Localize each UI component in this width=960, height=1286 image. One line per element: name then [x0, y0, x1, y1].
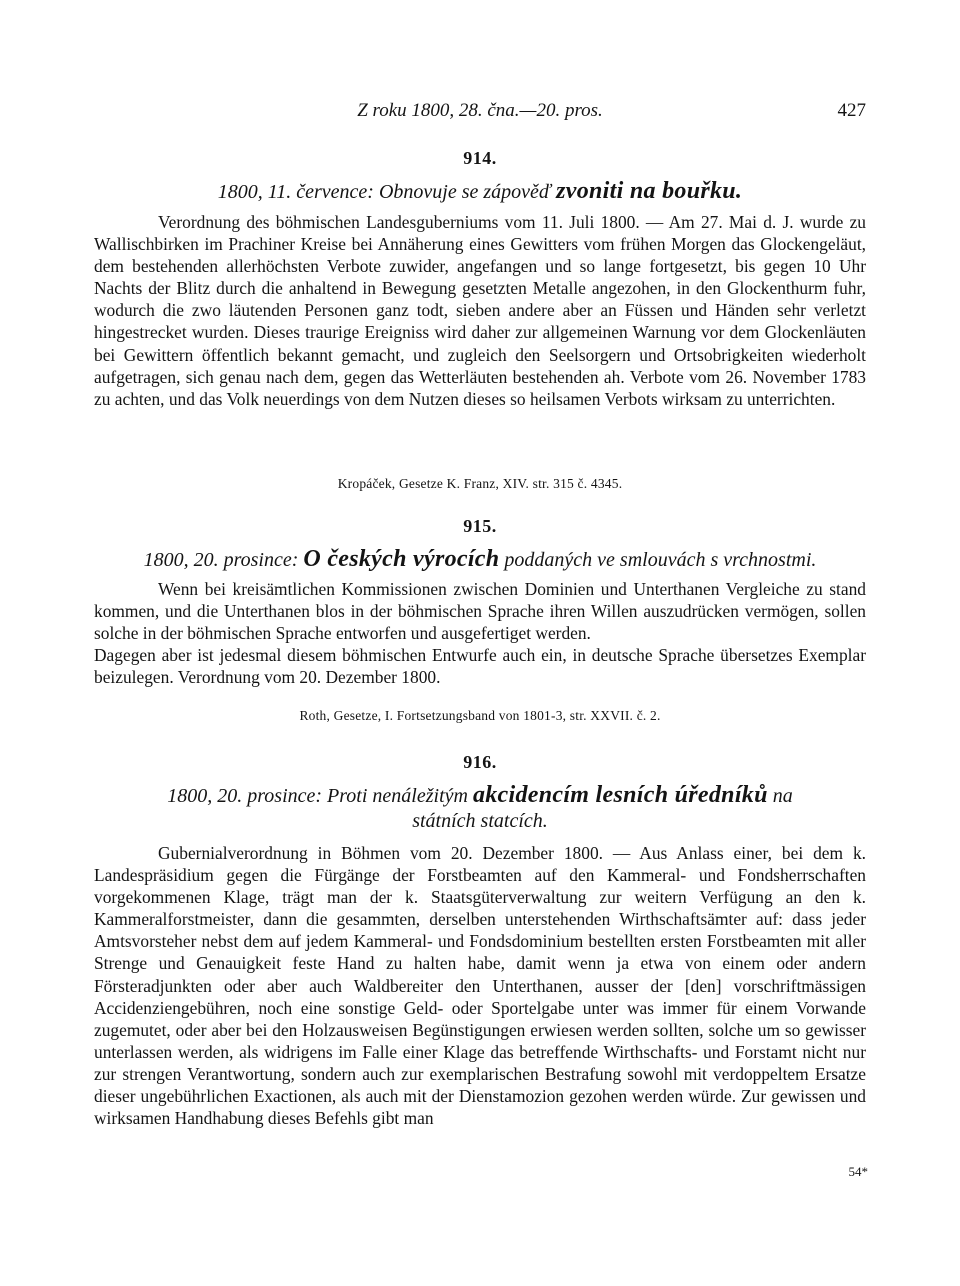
entry-heading-subject: akcidencím lesních úředníků: [472, 782, 768, 808]
entry-number: 915.: [463, 516, 497, 536]
entry-number: 916.: [463, 752, 497, 772]
entry-heading-line2: [94, 808, 866, 834]
entry-heading-subject: zvoniti na bouřku.: [556, 178, 743, 204]
signature-mark: 54*: [848, 1164, 868, 1179]
entry-body: [94, 842, 866, 1129]
running-head: [94, 100, 866, 126]
entry-paragraph: Wenn bei kreisämtlichen Kommissionen zwischen Dominien und Unterthanen Vergleiche zu stand kommen, und die Unterthanen blos in der böhmischen Sprache ihren Willen auszudrücken vermögen, sollen solche in der böhmischen Sprache entworfen und ausgefertiget werden.: [94, 579, 866, 644]
entry-paragraph: Gubernialverordnung in Böhmen vom 20. Dezember 1800. — Aus Anlass einer, bei dem k. Landespräsidium gegen die Fürgänge der Forstbeamten auf den Kammeral- und Fondsherrschaften vorgekommenen Klage, trägt man der k. Staatsgüterverwaltung zur weitern Verfügung an den k. Kammeralforstmeister, dann die gesammten, derselben unterstehenden Wirthschaftsämter auf: dass jeder Amtsvorsteher nebst dem auf jedem Kammeral- und Fondsdominium bestellten ersten Forstbeamten mit aller Strenge und Genauigkeit feste Hand zu halten habe, damit wenn ja etwa von einem oder andern Försteradjunkten oder aber auch Waldbereiter den Unterthanen, ausser der [den] vorschriftmässigen Accidenziengebühren, noch eine sonstige Geld- oder Sportelgabe unter was immer für einem Vorwande zugemutet, oder aber bei den Holzausweisen Begünstigungen erwiesen werden sollten, solche um so gewisser unterlassen werden, als widrigens im Falle einer Klage das betreffende Wirthschafts- und Forstamt nicht nur zur strengen Verantwortung, sondern auch zur exemplarischen Bestrafung sowohl mit verdoppeltem Ersatze dieser ungebührlichen Exactionen, als auch mit der Dienstamozion gezohen werden würde. Zur gewissen und wirksamen Handhabung dieses Befehls gibt man: [94, 843, 866, 1129]
entry-heading-continuation: státních statcích.: [412, 810, 548, 832]
page-number: 427: [837, 100, 866, 121]
entry-heading-date: 1800, 11. července:: [217, 181, 374, 203]
running-title: Z roku 1800, 28. čna.—20. pros.: [357, 100, 603, 121]
entry-heading-tail: na: [772, 785, 793, 807]
entry-heading-date: 1800, 20. prosince:: [167, 785, 323, 807]
entry-heading-text: Proti nenáležitým: [327, 785, 468, 807]
entry-heading-subject: O českých výrocích: [303, 546, 500, 572]
entry-body: [94, 578, 866, 688]
entry-heading: [94, 178, 866, 205]
entry-body: [94, 211, 866, 410]
entry-heading-text: Obnovuje se zápověď: [378, 181, 552, 203]
entry-number: 914.: [463, 148, 497, 168]
entry-paragraph: Verordnung des böhmischen Landesguberniums vom 11. Juli 1800. — Am 27. Mai d. J. wurde zu Wallischbirken im Prachiner Kreise bei Annäherung eines Gewitters vom frühen Morgen das Glockengeläut, dem bestehenden allerhöchsten Verbote zuwider, angefangen und so lange fortgesetzt, bis gegen 10 Uhr Nachts der Blitz durch die anhaltend in Bewegung gesetzten Metalle angezohen, in den Glockenthurm fuhr, wodurch die zwo läutenden Personen ganz todt, sieben andere aber an Füssen und Händen sehr verletzt hingestrecket wurden. Dieses traurige Ereigniss wird daher zur allgemeinen Warnung vor dem Glockenläuten bei Gewittern öffentlich bekannt gemacht, und zugleich den Seelsorgern und Ortsobrigkeiten wiederholt aufgetragen, sich genau nach dem, gegen das Wetterläuten bestehenden ah. Verbote vom 26. November 1783 zu achten, und das Volk neuerdings von dem Nutzen dieses so heilsamen Verbots wirksam zu unterrichten.: [94, 212, 866, 409]
entry-heading: [94, 782, 866, 809]
entry-heading-tail: poddaných ve smlouvách s vrchnostmi.: [504, 549, 817, 571]
entry-heading: [94, 546, 866, 573]
entry-source: Kropáček, Gesetze K. Franz, XIV. str. 315 č. 4345.: [337, 476, 623, 491]
entry-paragraph: Dagegen aber ist jedesmal diesem böhmischen Entwurfe auch ein, in deutsche Sprache übersetzes Exemplar beizulegen. Verordnung vom 20. Dezember 1800.: [94, 645, 866, 688]
entry-heading-date: 1800, 20. prosince:: [143, 549, 299, 571]
entry-source: Roth, Gesetze, I. Fortsetzungsband von 1801-3, str. XXVII. č. 2.: [299, 708, 661, 723]
